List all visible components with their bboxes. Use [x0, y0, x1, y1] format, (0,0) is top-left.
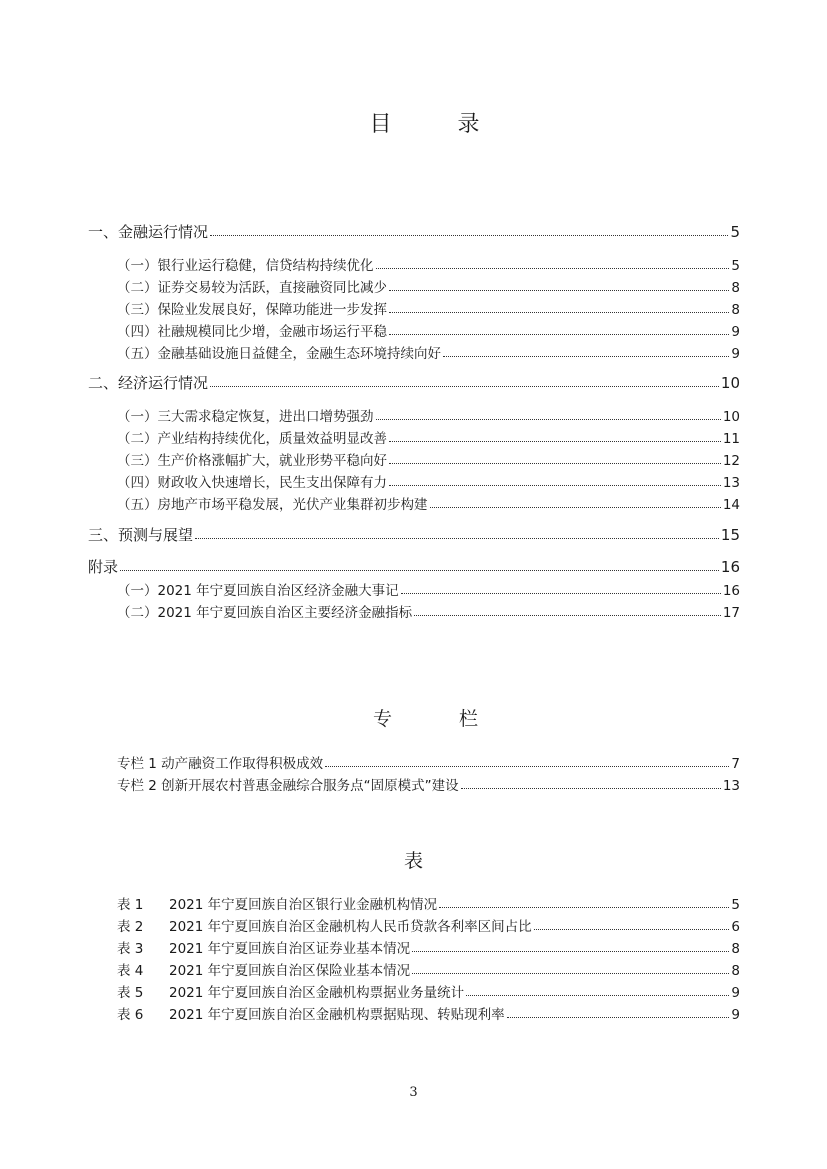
toc-entry-label: （二）2021 年宁夏回族自治区主要经济金融指标 [117, 605, 413, 621]
leader-dots [466, 995, 729, 996]
table-entry[interactable] [117, 937, 740, 957]
toc-entry-label: 一、金融运行情况 [88, 223, 209, 241]
toc-entry[interactable] [117, 405, 740, 425]
leader-dots [412, 951, 729, 952]
toc-entry-page: 12 [722, 453, 740, 469]
toc-entry[interactable] [117, 601, 740, 621]
toc-entry[interactable] [117, 254, 740, 274]
leader-dots [389, 485, 721, 486]
toc-entry-finance[interactable] [88, 221, 740, 241]
table-entry-label: 2021 年宁夏回族自治区金融机构票据贴现、转贴现利率 [169, 1007, 505, 1023]
toc-entry-label: （四）财政收入快速增长，民生支出保障有力 [117, 475, 387, 491]
toc-entry-economy[interactable] [88, 372, 740, 392]
leader-dots [389, 290, 729, 291]
toc-entry-outlook[interactable] [88, 524, 740, 544]
table-entry[interactable] [117, 1003, 740, 1023]
toc-entry-label: （五）房地产市场平稳发展，光伏产业集群初步构建 [117, 497, 428, 513]
toc-entry-page: 5 [730, 223, 740, 241]
table-entry[interactable] [117, 915, 740, 935]
toc-entry[interactable] [117, 493, 740, 513]
toc-entry-label: （二）证券交易较为活跃，直接融资同比减少 [117, 280, 387, 296]
leader-dots [507, 1017, 730, 1018]
toc-entry-label: （三）生产价格涨幅扩大，就业形势平稳向好 [117, 453, 387, 469]
table-entry-page: 6 [731, 919, 740, 935]
toc-entry-label: （一）银行业运行稳健，信贷结构持续优化 [117, 258, 374, 274]
toc-entry-page: 13 [722, 475, 740, 491]
page-number: 3 [409, 1085, 418, 1100]
table-entry-page: 8 [731, 941, 740, 957]
leader-dots [443, 356, 729, 357]
leader-dots [439, 907, 729, 908]
toc-entry[interactable] [117, 276, 740, 296]
toc-entry[interactable] [117, 320, 740, 340]
column-entry-label: 专栏 1 动产融资工作取得积极成效 [117, 756, 324, 772]
table-entry-page: 9 [731, 985, 740, 1001]
leader-dots [430, 507, 721, 508]
table-entry[interactable] [117, 959, 740, 979]
toc-entry[interactable] [117, 449, 740, 469]
toc-entry-page: 15 [720, 526, 740, 544]
column-entry-label: 专栏 2 创新开展农村普惠金融综合服务点“固原模式”建设 [117, 778, 459, 794]
toc-entry-page: 14 [722, 497, 740, 513]
toc-entry-page: 9 [731, 346, 740, 362]
contents-title: 目 录 [369, 112, 502, 137]
toc-entry-label: （一）三大需求稳定恢复，进出口增势强劲 [117, 409, 374, 425]
toc-entry-page: 8 [731, 280, 740, 296]
leader-dots [461, 788, 721, 789]
table-number: 表 3 [117, 941, 144, 957]
leader-dots [389, 334, 729, 335]
toc-entry-page: 16 [722, 583, 740, 599]
leader-dots [376, 268, 730, 269]
table-entry-label: 2021 年宁夏回族自治区证券业基本情况 [169, 941, 411, 957]
table-entry[interactable] [117, 893, 740, 913]
leader-dots [412, 973, 729, 974]
leader-dots [414, 615, 721, 616]
table-entry-page: 9 [731, 1007, 740, 1023]
table-number: 表 5 [117, 985, 144, 1001]
table-entry-label: 2021 年宁夏回族自治区保险业基本情况 [169, 963, 411, 979]
toc-entry[interactable] [117, 427, 740, 447]
toc-entry-page: 9 [731, 324, 740, 340]
leader-dots [376, 419, 721, 420]
table-number: 表 6 [117, 1007, 144, 1023]
table-entry-page: 5 [731, 897, 740, 913]
table-entry[interactable] [117, 981, 740, 1001]
leader-dots [534, 929, 730, 930]
table-number: 表 4 [117, 963, 144, 979]
toc-entry-label: （二）产业结构持续优化，质量效益明显改善 [117, 431, 387, 447]
column-entry-page: 7 [731, 756, 740, 772]
toc-entry-page: 11 [722, 431, 740, 447]
toc-entry-page: 17 [722, 605, 740, 621]
toc-entry-page: 10 [720, 374, 740, 392]
toc-entry-page: 16 [720, 558, 740, 576]
table-number: 表 1 [117, 897, 144, 913]
column-entry[interactable] [117, 752, 740, 772]
leader-dots [389, 463, 721, 464]
toc-entry[interactable] [117, 342, 740, 362]
table-entry-label: 2021 年宁夏回族自治区金融机构票据业务量统计 [169, 985, 465, 1001]
toc-entry-page: 10 [722, 409, 740, 425]
toc-entry[interactable] [117, 579, 740, 599]
table-entry-label: 2021 年宁夏回族自治区银行业金融机构情况 [169, 897, 438, 913]
toc-entry-appendix[interactable] [88, 556, 740, 576]
columns-title: 专 栏 [372, 708, 502, 730]
column-entry-page: 13 [722, 778, 740, 794]
leader-dots [120, 570, 719, 571]
leader-dots [210, 386, 719, 387]
toc-entry-page: 8 [731, 302, 740, 318]
toc-entry-label: （五）金融基础设施日益健全，金融生态环境持续向好 [117, 346, 441, 362]
leader-dots [389, 441, 721, 442]
leader-dots [210, 235, 728, 236]
toc-entry-label: 三、预测与展望 [88, 526, 194, 544]
leader-dots [401, 593, 721, 594]
leader-dots [195, 538, 719, 539]
tables-title: 表 [403, 850, 423, 872]
leader-dots [389, 312, 729, 313]
table-number: 表 2 [117, 919, 144, 935]
table-entry-label: 2021 年宁夏回族自治区金融机构人民币贷款各利率区间占比 [169, 919, 532, 935]
toc-entry[interactable] [117, 471, 740, 491]
toc-entry[interactable] [117, 298, 740, 318]
toc-entry-label: （四）社融规模同比少增，金融市场运行平稳 [117, 324, 387, 340]
toc-entry-label: 附录 [88, 558, 119, 576]
column-entry[interactable] [117, 774, 740, 794]
toc-entry-page: 5 [731, 258, 740, 274]
leader-dots [325, 766, 729, 767]
toc-entry-label: （三）保险业发展良好，保障功能进一步发挥 [117, 302, 387, 318]
toc-entry-label: 二、经济运行情况 [88, 374, 209, 392]
toc-entry-label: （一）2021 年宁夏回族自治区经济金融大事记 [117, 583, 399, 599]
table-entry-page: 8 [731, 963, 740, 979]
